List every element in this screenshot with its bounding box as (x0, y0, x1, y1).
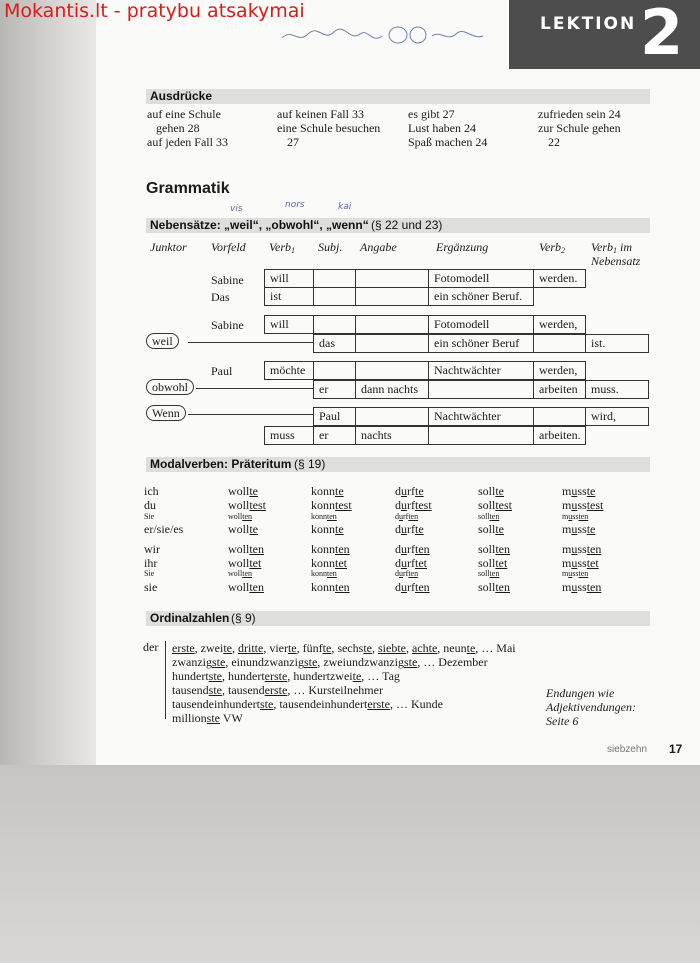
verb1-cell: möchte (264, 361, 314, 380)
modal-title: Modalverben: Präteritum (150, 457, 292, 471)
modal-form: mussten (562, 542, 602, 556)
connector-line (196, 388, 314, 389)
expression: eine Schule besuchen (277, 121, 381, 135)
modal-form: konnte (311, 484, 344, 498)
angabe-cell (355, 407, 429, 426)
nebensaetze-ref: (§ 22 und 23) (371, 218, 443, 232)
modal-form: mussten (562, 512, 589, 521)
col-header: Vorfeld (211, 240, 246, 254)
modal-ref: (§ 19) (294, 457, 326, 471)
subj-cell: er (313, 380, 356, 399)
verb1-cell: ist (264, 287, 314, 306)
modal-pronoun: sie (144, 580, 158, 594)
modal-form: wolltet (228, 556, 262, 570)
verb1-cell: muss (264, 426, 314, 445)
col-header: Verb$_1$ im (591, 240, 632, 255)
modal-pronoun: wir (144, 542, 160, 556)
subj-cell: Paul (313, 407, 356, 426)
subj-cell (313, 287, 356, 306)
verb2-cell (533, 407, 586, 426)
modal-pronoun: ich (144, 484, 159, 498)
modal-form: wollte (228, 522, 259, 536)
expression: es gibt 27 (408, 107, 455, 121)
vorfeld-cell: Sabine (211, 318, 244, 332)
subj-cell (313, 361, 356, 380)
ordinal-ref: (§ 9) (231, 611, 256, 625)
angabe-cell (355, 361, 429, 380)
modal-form: konnte (311, 522, 344, 536)
modal-form: durften (395, 569, 419, 578)
modal-form: konnten (311, 580, 350, 594)
angabe-cell: nachts (355, 426, 429, 445)
vorfeld-cell: Das (211, 290, 230, 304)
modal-form: wollten (228, 512, 253, 521)
ordinal-article: der (143, 640, 159, 654)
book-spine-shadow (0, 0, 96, 765)
junktor-oval: Wenn (146, 405, 186, 421)
modal-form: durftet (395, 556, 427, 570)
ordinal-line: erste, zweite, dritte, vierte, fünfte, sechste, siebte, achte, neunte, … Mai (172, 641, 516, 655)
lektion-number: 2 (640, 0, 684, 69)
verb2-cell: arbeiten (533, 380, 586, 399)
modal-form: konntest (311, 498, 352, 512)
modal-form: konntet (311, 556, 347, 570)
verb1-cell: will (264, 269, 314, 288)
modal-form: mussten (562, 569, 589, 578)
lektion-label: LEKTION (540, 14, 637, 34)
modal-form: konnten (311, 542, 350, 556)
modal-form: musste (562, 484, 596, 498)
modal-form: sollten (478, 580, 511, 594)
col-header: Verb$_2$ (539, 240, 565, 255)
modal-pronoun: er/sie/es (144, 522, 184, 536)
connector-line (188, 342, 314, 343)
junktor-oval: weil (146, 333, 179, 349)
junktor-oval: obwohl (146, 379, 194, 395)
modal-form: musstest (562, 498, 604, 512)
angabe-cell (355, 269, 429, 288)
ausdruecke-title: Ausdrücke (150, 89, 213, 103)
page-number-word: siebzehn (607, 744, 648, 755)
modal-form: durfte (395, 484, 424, 498)
modal-form: sollten (478, 569, 500, 578)
modal-form: wollten (228, 580, 265, 594)
ordinal-line: tausendste, tausenderste, … Kursteilnehmer (172, 683, 383, 697)
vorfeld-cell: Paul (211, 364, 233, 378)
modal-form: wollten (228, 542, 265, 556)
col-header: Angabe (360, 240, 397, 254)
subj-cell: das (313, 334, 356, 353)
scan-background (0, 765, 700, 963)
ordinal-note: Adjektivendungen: (546, 700, 636, 714)
ergaenzung-cell: Fotomodell (428, 269, 534, 288)
expression: auf keinen Fall 33 (277, 107, 364, 121)
handwritten-note: kai (338, 202, 352, 212)
angabe-cell (355, 315, 429, 334)
expression: 22 (548, 135, 560, 149)
modal-form: mussten (562, 580, 602, 594)
modal-pronoun: du (144, 498, 156, 512)
modal-form: konnten (311, 512, 337, 521)
ordinal-line: millionste VW (172, 711, 243, 725)
ergaenzung-cell: Nachtwächter (428, 361, 534, 380)
modal-form: solltet (478, 556, 508, 570)
angabe-cell: dann nachts (355, 380, 429, 399)
expression: Lust haben 24 (408, 121, 476, 135)
expression: gehen 28 (156, 121, 200, 135)
vorfeld-cell: Sabine (211, 273, 244, 287)
modal-form: wolltest (228, 498, 267, 512)
col-header: Ergänzung (436, 240, 489, 254)
connector-line (188, 414, 314, 415)
handwritten-scribble (280, 24, 485, 46)
verb1-cell: will (264, 315, 314, 334)
modal-form: musstet (562, 556, 599, 570)
modal-form: durfte (395, 522, 424, 536)
expression: Spaß machen 24 (408, 135, 488, 149)
verb2-cell: werden, (533, 315, 586, 334)
nebensaetze-title: Nebensätze: „weil“, „obwohl“, „wenn“ (150, 218, 369, 232)
modal-form: durften (395, 542, 430, 556)
verb1-nebensatz-cell: ist. (585, 334, 649, 353)
modal-pronoun: Sie (144, 569, 155, 578)
page-number: 17 (669, 742, 683, 756)
modal-form: sollten (478, 542, 511, 556)
col-header: Subj. (318, 240, 343, 254)
expression: auf eine Schule (147, 107, 221, 121)
angabe-cell (355, 334, 429, 353)
ausdruecke-bar (146, 89, 650, 104)
subj-cell (313, 315, 356, 334)
ergaenzung-cell: ein schöner Beruf (428, 334, 534, 353)
col-header: Junktor (150, 240, 187, 254)
ordinal-title: Ordinalzahlen (150, 611, 230, 625)
modal-form: wollte (228, 484, 259, 498)
watermark-text: Mokantis.lt - pratybu atsakymai (4, 0, 305, 22)
modal-pronoun: Sie (144, 512, 155, 521)
verb2-cell (533, 334, 586, 353)
verb1-nebensatz-cell: wird, (585, 407, 649, 426)
modal-form: musste (562, 522, 596, 536)
modal-form: durftest (395, 498, 432, 512)
modal-form: durften (395, 512, 419, 521)
expression: zur Schule gehen (538, 121, 621, 135)
ordinal-line: tausendeinhundertste, tausendeinhunderterste, … Kunde (172, 697, 443, 711)
ordinal-note: Endungen wie (546, 686, 615, 700)
ergaenzung-cell: Nachtwächter (428, 407, 534, 426)
ordinal-line: hundertste, hunderterste, hundertzweite, … Tag (172, 669, 400, 683)
verb2-cell: werden, (533, 361, 586, 380)
expression: zufrieden sein 24 (538, 107, 621, 121)
modal-form: solltest (478, 498, 513, 512)
modal-form: sollten (478, 512, 500, 521)
modal-pronoun: ihr (144, 556, 158, 570)
angabe-cell (355, 287, 429, 306)
verb1-nebensatz-cell: muss. (585, 380, 649, 399)
modal-form: durften (395, 580, 430, 594)
subj-cell: er (313, 426, 356, 445)
ordinal-note: Seite 6 (546, 714, 579, 728)
ergaenzung-cell (428, 380, 534, 399)
ordinal-line: zwanzigste, einundzwanzigste, zweiundzwanzigste, … Dezember (172, 655, 488, 669)
expression: auf jeden Fall 33 (147, 135, 228, 149)
grammatik-heading: Grammatik (146, 180, 230, 197)
ergaenzung-cell: Fotomodell (428, 315, 534, 334)
modal-form: wollten (228, 569, 253, 578)
ergaenzung-cell: ein schöner Beruf. (428, 287, 534, 306)
subj-cell (313, 269, 356, 288)
verb2-cell: arbeiten. (533, 426, 586, 445)
handwritten-note: nors (285, 200, 305, 210)
ordinal-bracket (165, 641, 166, 719)
expression: 27 (287, 135, 299, 149)
col-header: Verb$_1$ (269, 240, 295, 255)
modal-form: konnten (311, 569, 337, 578)
verb2-cell: werden. (533, 269, 586, 288)
col-header: Nebensatz (591, 254, 641, 268)
modal-form: sollte (478, 522, 505, 536)
handwritten-note: vis (230, 204, 243, 214)
modal-form: sollte (478, 484, 505, 498)
ergaenzung-cell (428, 426, 534, 445)
